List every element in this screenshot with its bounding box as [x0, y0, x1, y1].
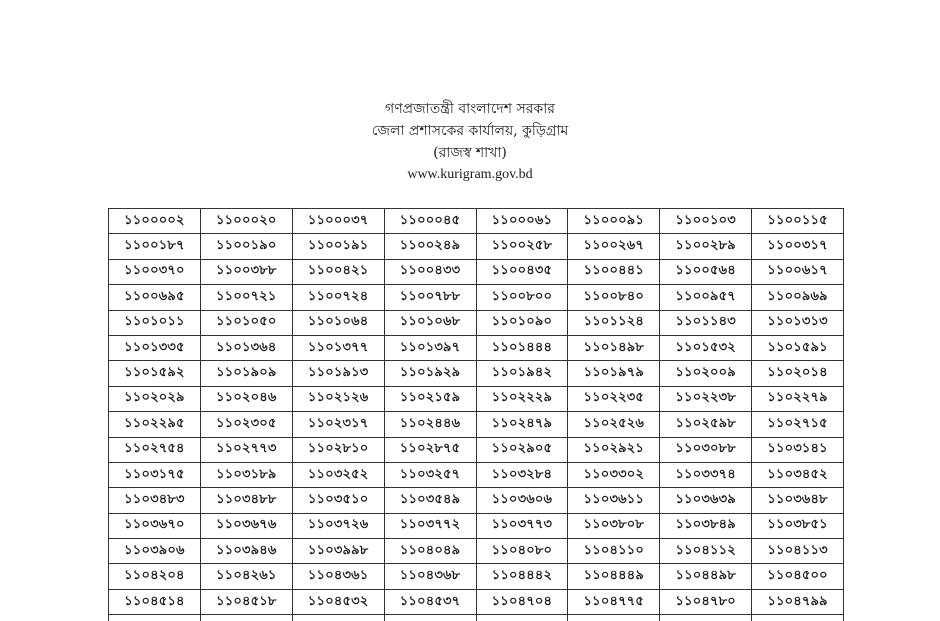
roll-number-cell: ১১০২৩০৫ [200, 412, 292, 437]
empty-cell [200, 615, 292, 621]
roll-number-cell: ১১০২৯২১ [568, 437, 660, 462]
roll-number-cell: ১১০০০২০ [200, 209, 292, 234]
table-row [109, 488, 844, 513]
roll-number-cell: ১১০৪১১৩ [752, 539, 844, 564]
document-header [0, 98, 940, 186]
roll-number-cell: ১১০২৭১৫ [752, 412, 844, 437]
roll-number-cell: ১১০১৯৭৯ [568, 361, 660, 386]
roll-number-cell: ১১০৩৬৩৯ [660, 488, 752, 513]
table-row [109, 361, 844, 386]
table-row [109, 335, 844, 360]
roll-number-cell: ১১০৩৩০২ [568, 462, 660, 487]
roll-number-cell: ১১০২২৩৮ [660, 386, 752, 411]
roll-number-cell: ১১০২১২৬ [292, 386, 384, 411]
empty-cell [476, 615, 568, 621]
roll-number-cell: ১১০৩৩৭৪ [660, 462, 752, 487]
roll-number-cell: ১১০১৩৩৫ [109, 335, 201, 360]
roll-number-cell: ১১০০৪২১ [292, 259, 384, 284]
roll-number-cell: ১১০২২৩৫ [568, 386, 660, 411]
roll-number-cell: ১১০০১৯০ [200, 234, 292, 259]
table-row [109, 386, 844, 411]
roll-number-table-body [109, 209, 844, 621]
empty-cell [292, 615, 384, 621]
roll-number-cell: ১১০১৫৯২ [109, 361, 201, 386]
empty-cell [752, 615, 844, 621]
roll-number-cell: ১১০২৫২৬ [568, 412, 660, 437]
table-row-cut-off [109, 615, 844, 621]
table-row [109, 513, 844, 538]
roll-number-cell: ১১০২২৯৫ [109, 412, 201, 437]
roll-number-cell: ১১০০৩১৭ [752, 234, 844, 259]
roll-number-cell: ১১০৩৬০৬ [476, 488, 568, 513]
roll-number-cell: ১১০৪০৮০ [476, 539, 568, 564]
table-row [109, 589, 844, 614]
roll-number-cell: ১১০১০১১ [109, 310, 201, 335]
roll-number-cell: ১১০৩৬৭৬ [200, 513, 292, 538]
roll-number-cell: ১১০১০৬৮ [384, 310, 476, 335]
roll-number-cell: ১১০৪৩৬৮ [384, 564, 476, 589]
roll-number-cell: ১১০২৩১৭ [292, 412, 384, 437]
roll-number-cell: ১১০০০৯১ [568, 209, 660, 234]
table-row [109, 234, 844, 259]
empty-cell [384, 615, 476, 621]
empty-cell [660, 615, 752, 621]
roll-number-cell: ১১০১০৬৪ [292, 310, 384, 335]
roll-number-cell: ১১০৪৫৩২ [292, 589, 384, 614]
roll-number-cell: ১১০২১৫৯ [384, 386, 476, 411]
roll-number-cell: ১১০২২৭৯ [752, 386, 844, 411]
roll-number-cell: ১১০২৪৭৯ [476, 412, 568, 437]
roll-number-cell: ১১০০৫৬৪ [660, 259, 752, 284]
roll-number-cell: ১১০৩৯৪৬ [200, 539, 292, 564]
roll-number-cell: ১১০১৪৯৮ [568, 335, 660, 360]
roll-number-cell: ১১০০১৮৭ [109, 234, 201, 259]
roll-number-cell: ১১০৩২৮৪ [476, 462, 568, 487]
roll-number-cell: ১১০৩১৮৯ [200, 462, 292, 487]
roll-number-cell: ১১০১০৫০ [200, 310, 292, 335]
roll-number-cell: ১১০০৮৪০ [568, 285, 660, 310]
section-title: (রাজস্ব শাখা) [0, 142, 940, 164]
roll-number-cell: ১১০০৯৫৭ [660, 285, 752, 310]
roll-number-cell: ১১০০২৬৭ [568, 234, 660, 259]
roll-number-cell: ১১০২৭৫৪ [109, 437, 201, 462]
roll-number-cell: ১১০০০০২ [109, 209, 201, 234]
roll-number-cell: ১১০০৯৬৯ [752, 285, 844, 310]
roll-number-cell: ১১০০২৪৯ [384, 234, 476, 259]
table-row [109, 310, 844, 335]
roll-number-cell: ১১০০৮০০ [476, 285, 568, 310]
roll-number-cell: ১১০৩৬৭০ [109, 513, 201, 538]
roll-number-cell: ১১০৪২০৪ [109, 564, 201, 589]
roll-number-cell: ১১০২০০৯ [660, 361, 752, 386]
roll-number-cell: ১১০২৫৯৮ [660, 412, 752, 437]
roll-number-cell: ১১০০৪৩৩ [384, 259, 476, 284]
roll-number-cell: ১১০৩৭২৬ [292, 513, 384, 538]
roll-number-cell: ১১০১৫৩২ [660, 335, 752, 360]
roll-number-cell: ১১০১৯০৯ [200, 361, 292, 386]
roll-number-cell: ১১০৩০৮৮ [660, 437, 752, 462]
roll-number-cell: ১১০০২৫৮ [476, 234, 568, 259]
roll-number-cell: ১১০৪৫০০ [752, 564, 844, 589]
roll-number-cell: ১১০২০৪৬ [200, 386, 292, 411]
table-row [109, 462, 844, 487]
roll-number-cell: ১১০২৪৪৬ [384, 412, 476, 437]
roll-number-cell: ১১০১৯২৯ [384, 361, 476, 386]
roll-number-cell: ১১০৪৭৯৯ [752, 589, 844, 614]
roll-number-cell: ১১০৩২৫২ [292, 462, 384, 487]
roll-number-cell: ১১০৩৪৮৩ [109, 488, 201, 513]
table-row [109, 539, 844, 564]
roll-number-cell: ১১০২৮১০ [292, 437, 384, 462]
roll-number-cell: ১১০০০৬১ [476, 209, 568, 234]
roll-number-cell: ১১০৩৮০৮ [568, 513, 660, 538]
roll-number-cell: ১১০৩৭৭২ [384, 513, 476, 538]
roll-number-cell: ১১০০৪৪১ [568, 259, 660, 284]
roll-number-cell: ১১০০১০৩ [660, 209, 752, 234]
roll-number-cell: ১১০০৪৩৫ [476, 259, 568, 284]
roll-number-cell: ১১০৩৪৮৮ [200, 488, 292, 513]
table-row [109, 564, 844, 589]
roll-number-cell: ১১০০০৪৫ [384, 209, 476, 234]
roll-number-cell: ১১০১১২৪ [568, 310, 660, 335]
roll-number-cell: ১১০০২৮৯ [660, 234, 752, 259]
roll-number-cell: ১১০০৬৯৫ [109, 285, 201, 310]
roll-number-cell: ১১০৪০৪৯ [384, 539, 476, 564]
roll-number-cell: ১১০১৯১৩ [292, 361, 384, 386]
roll-number-cell: ১১০৩৮৫১ [752, 513, 844, 538]
roll-number-cell: ১১০১৩৭৭ [292, 335, 384, 360]
roll-number-cell: ১১০০৭৮৮ [384, 285, 476, 310]
roll-number-cell: ১১০৩১৭৫ [109, 462, 201, 487]
roll-number-cell: ১১০০৩৭০ [109, 259, 201, 284]
roll-number-cell: ১১০০১৯১ [292, 234, 384, 259]
roll-number-cell: ১১০৩৯০৬ [109, 539, 201, 564]
roll-number-cell: ১১০৪৭৮০ [660, 589, 752, 614]
roll-number-cell: ১১০০০৩৭ [292, 209, 384, 234]
roll-number-cell: ১১০১৪৪৪ [476, 335, 568, 360]
empty-cell [568, 615, 660, 621]
roll-number-cell: ১১০১৯৪২ [476, 361, 568, 386]
roll-number-cell: ১১০৪৪৯৮ [660, 564, 752, 589]
roll-number-cell: ১১০৪১১০ [568, 539, 660, 564]
roll-number-cell: ১১০২৯০৫ [476, 437, 568, 462]
roll-number-cell: ১১০৪৫১৪ [109, 589, 201, 614]
government-title: গণপ্রজাতন্ত্রী বাংলাদেশ সরকার [0, 98, 940, 120]
roll-number-cell: ১১০৩৬৪৮ [752, 488, 844, 513]
roll-number-cell: ১১০৩৫১০ [292, 488, 384, 513]
office-title: জেলা প্রশাসকের কার্যালয়, কুড়িগ্রাম [0, 120, 940, 142]
roll-number-cell: ১১০৪৪৪৯ [568, 564, 660, 589]
roll-number-cell: ১১০৩৬১১ [568, 488, 660, 513]
roll-number-cell: ১১০২৮৭৫ [384, 437, 476, 462]
empty-cell [109, 615, 201, 621]
roll-number-cell: ১১০২০২৯ [109, 386, 201, 411]
roll-number-cell: ১১০১৩১৩ [752, 310, 844, 335]
roll-number-cell: ১১০০১১৫ [752, 209, 844, 234]
roll-number-cell: ১১০১৩৯৭ [384, 335, 476, 360]
roll-number-cell: ১১০৪৭০৪ [476, 589, 568, 614]
roll-number-cell: ১১০১৩৬৪ [200, 335, 292, 360]
roll-number-cell: ১১০৩৭৭৩ [476, 513, 568, 538]
table-row [109, 285, 844, 310]
roll-number-cell: ১১০০৭২৪ [292, 285, 384, 310]
roll-number-cell: ১১০২০১৪ [752, 361, 844, 386]
roll-number-cell: ১১০৩৯৯৮ [292, 539, 384, 564]
roll-number-cell: ১১০৪২৬১ [200, 564, 292, 589]
roll-number-cell: ১১০৩১৪১ [752, 437, 844, 462]
roll-number-cell: ১১০৪৫১৮ [200, 589, 292, 614]
roll-number-cell: ১১০৪১১২ [660, 539, 752, 564]
roll-number-cell: ১১০৩৮৪৯ [660, 513, 752, 538]
table-row [109, 209, 844, 234]
roll-number-cell: ১১০৪৪৪২ [476, 564, 568, 589]
roll-number-cell: ১১০২২২৯ [476, 386, 568, 411]
roll-number-cell: ১১০০৩৮৮ [200, 259, 292, 284]
roll-number-cell: ১১০০৭২১ [200, 285, 292, 310]
roll-number-cell: ১১০৪৩৬১ [292, 564, 384, 589]
roll-number-cell: ১১০০৬১৭ [752, 259, 844, 284]
roll-number-cell: ১১০৪৫৩৭ [384, 589, 476, 614]
table-row [109, 412, 844, 437]
table-row [109, 259, 844, 284]
roll-number-cell: ১১০১৫৯১ [752, 335, 844, 360]
roll-number-cell: ১১০১১৪৩ [660, 310, 752, 335]
roll-number-table [108, 208, 844, 621]
roll-number-cell: ১১০৩২৫৭ [384, 462, 476, 487]
roll-number-cell: ১১০৪৭৭৫ [568, 589, 660, 614]
roll-number-cell: ১১০৩৪৫২ [752, 462, 844, 487]
roll-number-cell: ১১০২৭৭৩ [200, 437, 292, 462]
table-row [109, 437, 844, 462]
roll-number-cell: ১১০১০৯০ [476, 310, 568, 335]
website-text: www.kurigram.gov.bd [0, 164, 940, 186]
roll-number-cell: ১১০৩৫৪৯ [384, 488, 476, 513]
